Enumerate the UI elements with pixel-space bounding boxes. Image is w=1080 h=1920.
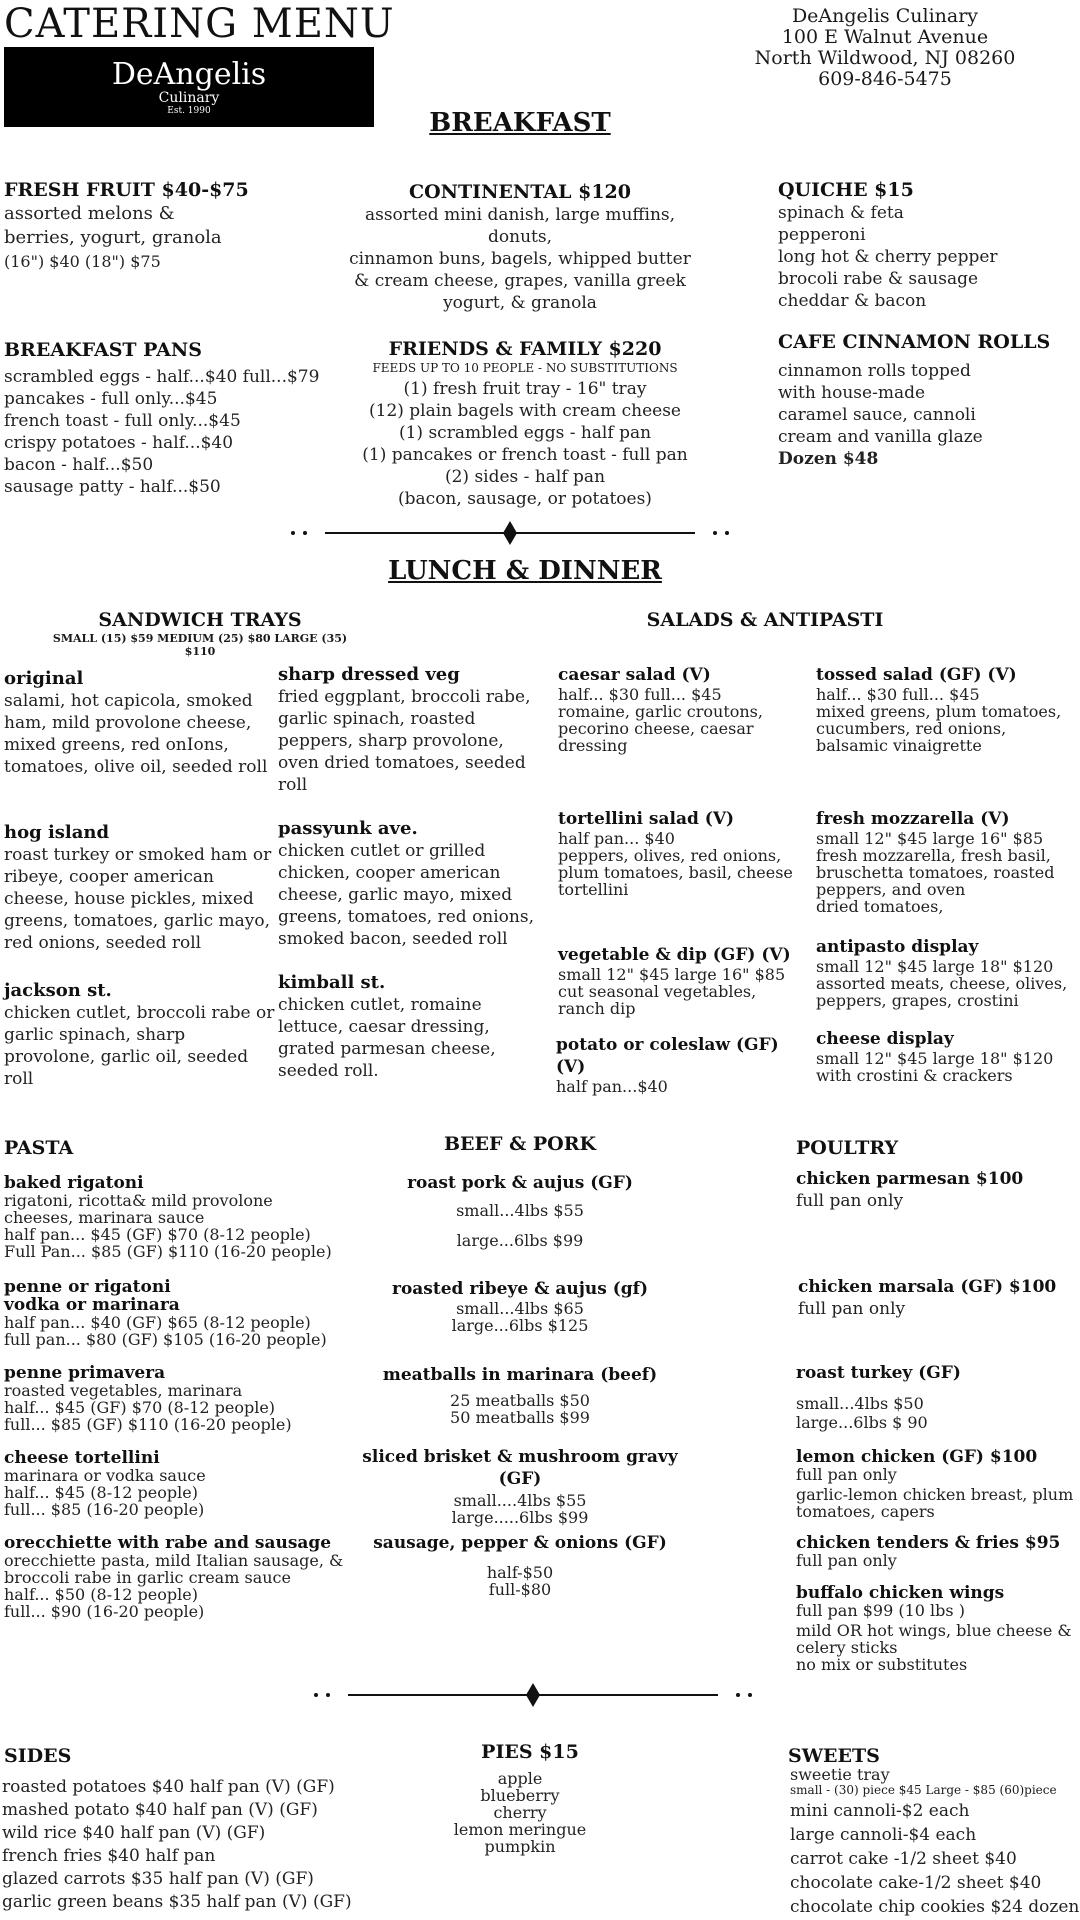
item-line: long hot & cherry pepper bbox=[778, 247, 998, 267]
item-line: small 12" $45 large 16" $85 bbox=[558, 965, 786, 984]
item-line: greens, tomatoes, red onions, bbox=[278, 907, 534, 927]
item-line: full-$80 bbox=[488, 1580, 552, 1599]
quiche-item bbox=[778, 178, 1068, 312]
item-name: passyunk ave. bbox=[278, 818, 418, 839]
item-line: full... $85 (16-20 people) bbox=[4, 1500, 205, 1519]
item-line: large...6lbs $ 90 bbox=[796, 1413, 928, 1432]
item-line: half... $30 full... $45 bbox=[558, 685, 722, 704]
ornament-divider bbox=[308, 1682, 758, 1708]
tray-note: small - (30) piece $45 Large - $85 (60)piece bbox=[790, 1783, 1057, 1797]
list-item: cherry bbox=[493, 1803, 547, 1822]
item-line: peppers, olives, red onions, bbox=[558, 846, 782, 865]
salad-vegetable-dip bbox=[558, 944, 808, 1017]
item-line: roasted vegetables, marinara bbox=[4, 1381, 243, 1400]
item-line: full pan only bbox=[796, 1551, 897, 1570]
item-line: large...6lbs $99 bbox=[456, 1231, 584, 1250]
item-line: garlic-lemon chicken breast, plum bbox=[796, 1485, 1074, 1504]
item-line: full pan $99 (10 lbs ) bbox=[796, 1601, 965, 1620]
item-name: penne primavera bbox=[4, 1363, 166, 1383]
ornament-divider bbox=[285, 520, 735, 546]
item-line: tomatoes, olive oil, seeded roll bbox=[4, 757, 268, 777]
item-line: half pan... $40 bbox=[558, 829, 675, 848]
breakfast-pans-item bbox=[4, 338, 334, 498]
item-line: brocoli rabe & sausage bbox=[778, 269, 979, 289]
item-name: kimball st. bbox=[278, 972, 386, 993]
item-line: full pan only bbox=[796, 1465, 897, 1484]
item-line: pecorino cheese, caesar bbox=[558, 719, 754, 738]
address-line: DeAngelis Culinary bbox=[791, 5, 979, 27]
list-item: large cannoli-$4 each bbox=[790, 1825, 977, 1845]
item-line: half pan...$40 bbox=[556, 1077, 668, 1096]
item-line: (1) pancakes or french toast - full pan bbox=[362, 445, 688, 465]
item-name: hog island bbox=[4, 822, 110, 843]
salad-cheese-display bbox=[816, 1028, 1076, 1084]
fresh-fruit-item bbox=[4, 178, 324, 274]
item-line: roll bbox=[4, 1069, 34, 1089]
item-name: roast pork & aujus (GF) bbox=[407, 1173, 633, 1193]
item-line: 25 meatballs $50 bbox=[450, 1391, 590, 1410]
item-line: small 12" $45 large 18" $120 bbox=[816, 1049, 1054, 1068]
item-line: assorted meats, cheese, olives, bbox=[816, 974, 1068, 993]
item-line: donuts, bbox=[488, 227, 552, 247]
item-line: romaine, garlic croutons, bbox=[558, 702, 763, 721]
item-line: cheese, house pickles, mixed bbox=[4, 889, 254, 909]
pasta-item bbox=[4, 1534, 364, 1620]
item-name: CAFE CINNAMON ROLLS bbox=[778, 331, 1051, 353]
poultry-item bbox=[796, 1168, 1076, 1212]
item-line: chicken cutlet, broccoli rabe or bbox=[4, 1003, 275, 1023]
list-item: mini cannoli-$2 each bbox=[790, 1801, 970, 1821]
item-line: smoked bacon, seeded roll bbox=[278, 929, 508, 949]
item-line: small 12" $45 large 16" $85 bbox=[816, 829, 1044, 848]
item-name: sausage, pepper & onions (GF) bbox=[373, 1533, 667, 1553]
item-line: & cream cheese, grapes, vanilla greek bbox=[354, 271, 686, 291]
item-line: large...6lbs $125 bbox=[451, 1316, 589, 1335]
item-name: potato or coleslaw (GF) (V) bbox=[556, 1035, 779, 1077]
pies-heading: PIES $15 bbox=[481, 1741, 579, 1763]
poultry-item bbox=[796, 1362, 1076, 1432]
item-line: french toast - full only...$45 bbox=[4, 411, 241, 431]
item-line: small...4lbs $55 bbox=[456, 1201, 584, 1220]
poultry-item bbox=[796, 1584, 1080, 1673]
sweets-heading: SWEETS bbox=[788, 1745, 880, 1767]
item-line: cheese, garlic mayo, mixed bbox=[278, 885, 513, 905]
list-item: carrot cake -1/2 sheet $40 bbox=[790, 1849, 1017, 1869]
item-line: 50 meatballs $99 bbox=[450, 1408, 590, 1427]
item-line: half... $50 (8-12 people) bbox=[4, 1585, 198, 1604]
salad-fresh-mozzarella bbox=[816, 808, 1076, 915]
item-line: half-$50 bbox=[486, 1563, 554, 1582]
sandwich-sizes: SMALL (15) $59 MEDIUM (25) $80 LARGE (35) $110 bbox=[52, 632, 348, 658]
list-item: sweetie tray bbox=[790, 1765, 890, 1784]
pasta-heading: PASTA bbox=[4, 1137, 74, 1159]
poultry-item bbox=[796, 1534, 1076, 1569]
pasta-item bbox=[4, 1449, 364, 1518]
item-line: assorted mini danish, large muffins, bbox=[364, 205, 676, 225]
sides-heading: SIDES bbox=[4, 1745, 72, 1767]
item-line: full pan... $80 (GF) $105 (16-20 people) bbox=[4, 1330, 327, 1349]
item-line: (bacon, sausage, or potatoes) bbox=[398, 489, 652, 509]
item-line: peppers, grapes, crostini bbox=[816, 991, 1019, 1010]
lunch-dinner-heading: LUNCH & DINNER bbox=[388, 556, 662, 586]
item-line: mild OR hot wings, blue cheese & bbox=[796, 1621, 1072, 1640]
item-line: garlic spinach, roasted bbox=[278, 709, 476, 729]
list-item: french fries $40 half pan bbox=[2, 1846, 216, 1866]
poultry-heading: POULTRY bbox=[796, 1137, 899, 1159]
address-line: North Wildwood, NJ 08260 bbox=[754, 47, 1016, 69]
item-name: caesar salad (V) bbox=[558, 665, 711, 685]
item-line: cucumbers, red onions, bbox=[816, 719, 1007, 738]
sandwich-kimball bbox=[278, 972, 548, 1082]
phone-number: 609-846-5475 bbox=[818, 68, 952, 90]
salad-tortellini bbox=[558, 808, 808, 898]
item-name: original bbox=[4, 668, 84, 689]
sandwich-hog-island bbox=[4, 822, 274, 954]
item-line: celery sticks bbox=[796, 1638, 898, 1657]
item-name: buffalo chicken wings bbox=[796, 1583, 1005, 1603]
item-line: bruschetta tomatoes, roasted bbox=[816, 863, 1055, 882]
item-line: orecchiette pasta, mild Italian sausage, & bbox=[4, 1551, 344, 1570]
item-line: ribeye, cooper american bbox=[4, 867, 214, 887]
item-line: cinnamon buns, bagels, whipped butter bbox=[349, 249, 691, 269]
item-line: roll bbox=[278, 775, 308, 795]
item-name: roasted ribeye & aujus (gf) bbox=[391, 1279, 648, 1299]
item-line: half pan... $40 (GF) $65 (8-12 people) bbox=[4, 1313, 311, 1332]
sandwich-passyunk bbox=[278, 818, 548, 950]
item-name: orecchiette with rabe and sausage bbox=[4, 1533, 332, 1553]
item-line: cheeses, marinara sauce bbox=[4, 1208, 205, 1227]
list-item: glazed carrots $35 half pan (V) (GF) bbox=[2, 1869, 314, 1889]
item-line: mixed greens, red onIons, bbox=[4, 735, 229, 755]
sandwich-sharp-veg bbox=[278, 664, 548, 796]
list-item: lemon meringue bbox=[453, 1820, 587, 1839]
item-line: oven dried tomatoes, seeded bbox=[278, 753, 526, 773]
item-line: tortellini bbox=[558, 880, 629, 899]
item-line: dressing bbox=[558, 736, 628, 755]
pasta-item bbox=[4, 1364, 364, 1433]
section-title: SANDWICH TRAYS bbox=[98, 609, 302, 631]
item-line: seeded roll. bbox=[278, 1061, 379, 1081]
item-name: sharp dressed veg bbox=[278, 664, 460, 685]
item-line: half... $30 full... $45 bbox=[816, 685, 980, 704]
item-name: FRIENDS & FAMILY $220 bbox=[388, 338, 662, 360]
item-name: sliced brisket & mushroom gravy (GF) bbox=[362, 1447, 678, 1489]
item-name: meatballs in marinara (beef) bbox=[382, 1365, 658, 1385]
item-line: fried eggplant, broccoli rabe, bbox=[278, 687, 531, 707]
item-line: ham, mild provolone cheese, bbox=[4, 713, 252, 733]
logo-est: Est. 1990 bbox=[167, 106, 211, 116]
item-line: broccoli rabe in garlic cream sauce bbox=[4, 1568, 291, 1587]
item-name: chicken marsala (GF) $100 bbox=[798, 1277, 1057, 1297]
beef-item bbox=[345, 1446, 695, 1526]
item-line: caramel sauce, cannoli bbox=[778, 405, 976, 425]
item-line: small...4lbs $50 bbox=[796, 1394, 924, 1413]
item-line: full... $85 (GF) $110 (16-20 people) bbox=[4, 1415, 292, 1434]
address-line: 100 E Walnut Avenue bbox=[781, 26, 989, 48]
item-line: scrambled eggs - half...$40 full...$79 bbox=[4, 367, 320, 387]
pasta-column bbox=[4, 1174, 364, 1620]
list-item: garlic green beans $35 half pan (V) (GF) bbox=[2, 1892, 352, 1912]
list-item: blueberry bbox=[480, 1786, 560, 1805]
item-name: cheese display bbox=[816, 1029, 954, 1049]
poultry-item bbox=[796, 1448, 1080, 1520]
item-line: spinach & feta bbox=[778, 203, 904, 223]
item-name: baked rigatoni bbox=[4, 1173, 144, 1193]
sides-list bbox=[2, 1776, 362, 1914]
item-line: Full Pan... $85 (GF) $110 (16-20 people) bbox=[4, 1242, 332, 1261]
list-item: wild rice $40 half pan (V) (GF) bbox=[2, 1823, 266, 1843]
address-block bbox=[735, 6, 1035, 90]
item-name: BREAKFAST PANS bbox=[4, 339, 202, 361]
item-line: sausage patty - half...$50 bbox=[4, 477, 221, 497]
item-name: chicken tenders & fries $95 bbox=[796, 1533, 1061, 1553]
item-name: vodka or marinara bbox=[4, 1295, 180, 1315]
item-line: tomatoes, capers bbox=[796, 1502, 935, 1521]
friends-family-item bbox=[340, 337, 710, 510]
list-item: pumpkin bbox=[484, 1837, 556, 1856]
item-name: chicken parmesan $100 bbox=[796, 1169, 1024, 1189]
item-price: Dozen $48 bbox=[778, 449, 879, 469]
item-line: mixed greens, plum tomatoes, bbox=[816, 702, 1062, 721]
item-line: grated parmesan cheese, bbox=[278, 1039, 496, 1059]
item-line: fresh mozzarella, fresh basil, bbox=[816, 846, 1051, 865]
item-name: lemon chicken (GF) $100 bbox=[796, 1447, 1038, 1467]
item-name: CONTINENTAL $120 bbox=[409, 181, 631, 203]
list-item: roasted potatoes $40 half pan (V) (GF) bbox=[2, 1777, 335, 1797]
item-line: salami, hot capicola, smoked bbox=[4, 691, 253, 711]
item-line: dried tomatoes, bbox=[816, 897, 944, 916]
item-line: marinara or vodka sauce bbox=[4, 1466, 206, 1485]
item-line: no mix or substitutes bbox=[796, 1655, 968, 1674]
item-line: plum tomatoes, basil, cheese bbox=[558, 863, 793, 882]
item-line: provolone, garlic oil, seeded bbox=[4, 1047, 249, 1067]
item-line: cheddar & bacon bbox=[778, 291, 927, 311]
item-line: with house-made bbox=[778, 383, 926, 403]
item-line: (2) sides - half pan bbox=[444, 467, 606, 487]
sweets-list bbox=[790, 1766, 1080, 1919]
item-line: full pan only bbox=[796, 1191, 904, 1211]
item-line: garlic spinach, sharp bbox=[4, 1025, 186, 1045]
item-line: chicken cutlet or grilled bbox=[278, 841, 486, 861]
item-name: QUICHE $15 bbox=[778, 179, 914, 201]
logo bbox=[4, 47, 374, 127]
item-line: full pan only bbox=[798, 1299, 906, 1319]
sandwich-original bbox=[4, 668, 274, 778]
item-name: cheese tortellini bbox=[4, 1448, 160, 1468]
item-line: small...4lbs $65 bbox=[456, 1299, 584, 1318]
beef-item bbox=[355, 1364, 685, 1426]
salad-tossed bbox=[816, 664, 1076, 754]
item-line: peppers, sharp provolone, bbox=[278, 731, 504, 751]
logo-name: DeAngelis bbox=[111, 57, 267, 92]
item-name: roast turkey (GF) bbox=[796, 1363, 961, 1383]
item-name: FRESH FRUIT $40-$75 bbox=[4, 179, 249, 201]
item-line: (1) scrambled eggs - half pan bbox=[398, 423, 652, 443]
item-name: tossed salad (GF) (V) bbox=[816, 665, 1017, 685]
item-line: crispy potatoes - half...$40 bbox=[4, 433, 234, 453]
item-line: (1) fresh fruit tray - 16" tray bbox=[403, 379, 647, 399]
item-line: pepperoni bbox=[778, 225, 866, 245]
item-line: cinnamon rolls topped bbox=[778, 361, 971, 381]
item-line: with crostini & crackers bbox=[816, 1066, 1013, 1085]
cinnamon-rolls-item bbox=[778, 330, 1068, 470]
item-name: antipasto display bbox=[816, 937, 979, 957]
sandwich-trays-heading bbox=[40, 608, 360, 658]
item-line: large.....6lbs $99 bbox=[451, 1508, 589, 1527]
list-item: chocolate chip cookies $24 dozen bbox=[790, 1897, 1080, 1917]
item-line: half pan... $45 (GF) $70 (8-12 people) bbox=[4, 1225, 311, 1244]
beef-item bbox=[355, 1532, 685, 1598]
list-item: mashed potato $40 half pan (V) (GF) bbox=[2, 1800, 318, 1820]
item-line: red onions, seeded roll bbox=[4, 933, 202, 953]
item-line: balsamic vinaigrette bbox=[816, 736, 982, 755]
item-line: (16") $40 (18") $75 bbox=[4, 252, 161, 271]
item-line: lettuce, caesar dressing, bbox=[278, 1017, 490, 1037]
item-line: cream and vanilla glaze bbox=[778, 427, 983, 447]
salads-heading: SALADS & ANTIPASTI bbox=[646, 609, 884, 631]
item-line: berries, yogurt, granola bbox=[4, 227, 222, 248]
breakfast-heading: BREAKFAST bbox=[429, 108, 611, 138]
item-name: vegetable & dip (GF) (V) bbox=[558, 945, 791, 965]
list-item: apple bbox=[497, 1769, 543, 1788]
item-name: fresh mozzarella (V) bbox=[816, 809, 1010, 829]
item-line: greens, tomatoes, garlic mayo, bbox=[4, 911, 271, 931]
item-line: roast turkey or smoked ham or bbox=[4, 845, 272, 865]
salad-caesar bbox=[558, 664, 808, 754]
item-line: yogurt, & granola bbox=[443, 293, 597, 313]
logo-sub: Culinary bbox=[158, 90, 220, 106]
beef-pork-heading: BEEF & PORK bbox=[443, 1133, 597, 1155]
poultry-item bbox=[798, 1276, 1078, 1320]
item-line: pancakes - full only...$45 bbox=[4, 389, 218, 409]
page-title: CATERING MENU bbox=[4, 1, 395, 47]
pasta-item bbox=[4, 1278, 364, 1348]
item-line: peppers, and oven bbox=[816, 880, 966, 899]
beef-item bbox=[355, 1172, 685, 1256]
beef-item bbox=[355, 1278, 685, 1334]
salad-potato-coleslaw bbox=[556, 1034, 806, 1095]
item-line: chicken cutlet, romaine bbox=[278, 995, 482, 1015]
item-line: full... $90 (16-20 people) bbox=[4, 1602, 205, 1621]
continental-item bbox=[340, 180, 700, 314]
item-note: FEEDS UP TO 10 PEOPLE - NO SUBSTITUTIONS bbox=[372, 361, 678, 375]
item-line: rigatoni, ricotta& mild provolone bbox=[4, 1191, 273, 1210]
item-line: half... $45 (8-12 people) bbox=[4, 1483, 198, 1502]
pasta-item bbox=[4, 1174, 364, 1260]
item-line: assorted melons & bbox=[4, 203, 175, 224]
pies-list bbox=[420, 1770, 620, 1855]
item-name: penne or rigatoni bbox=[4, 1277, 171, 1297]
item-line: cut seasonal vegetables, bbox=[558, 982, 757, 1001]
item-line: half... $45 (GF) $70 (8-12 people) bbox=[4, 1398, 276, 1417]
item-line: small....4lbs $55 bbox=[453, 1491, 587, 1510]
sandwich-jackson bbox=[4, 980, 274, 1090]
item-line: ranch dip bbox=[558, 999, 636, 1018]
item-line: bacon - half...$50 bbox=[4, 455, 154, 475]
salad-antipasto bbox=[816, 936, 1076, 1009]
item-name: tortellini salad (V) bbox=[558, 809, 735, 829]
item-line: small 12" $45 large 18" $120 bbox=[816, 957, 1054, 976]
item-name: jackson st. bbox=[4, 980, 112, 1001]
item-line: (12) plain bagels with cream cheese bbox=[369, 401, 681, 421]
item-line: chicken, cooper american bbox=[278, 863, 501, 883]
list-item: chocolate cake-1/2 sheet $40 bbox=[790, 1873, 1042, 1893]
